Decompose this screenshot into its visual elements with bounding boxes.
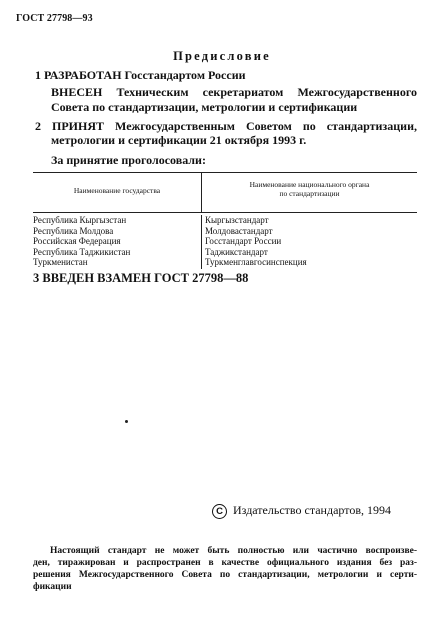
table-cell-state: Республика Таджикистан	[33, 246, 131, 257]
notice-line-4: фикации	[33, 582, 72, 592]
notice-line-2: ден, тиражирован и распространен в качестве официального издания без раз-	[33, 558, 417, 568]
column-header-organ-line-2: по стандартизации	[279, 189, 340, 198]
developed-by-line: 1 РАЗРАБОТАН Госстандартом России	[35, 68, 246, 82]
notice-line-3: решения Межгосударственного Совета по стандартизации, метрологии и серти-	[33, 570, 417, 580]
table-cell-organ: Госстандарт России	[205, 236, 282, 246]
preface-title: Предисловие	[173, 49, 271, 63]
voted-for-label: За принятие проголосовали:	[51, 153, 206, 167]
stray-dot	[125, 420, 128, 423]
table-header	[33, 172, 417, 213]
document-code: ГОСТ 27798—93	[16, 13, 93, 24]
table-row	[33, 257, 417, 267]
table-cell-organ: Кыргызстандарт	[205, 215, 269, 225]
table-cell-state: Республика Кыргызстан	[33, 215, 127, 225]
adopted-by-line-2: метрологии и сертификации 21 октября 1993 г.	[51, 133, 307, 147]
table-cell-state: Республика Молдова	[33, 225, 114, 236]
table-row	[33, 215, 417, 225]
table-cell-state: Российская Федерация	[33, 236, 121, 246]
table-row	[33, 236, 417, 246]
voting-states-table	[33, 172, 417, 267]
submitted-by-line-2: Совета по стандартизации, метрологии и сертификации	[51, 100, 358, 114]
table-cell-organ: Туркменглавгосинспекция	[205, 257, 307, 267]
column-header-organ	[202, 180, 417, 198]
adopted-by-line-1: 2 ПРИНЯТ Межгосударственным Советом по стандартизации,	[35, 119, 417, 133]
replaced-standard-line: 3 ВВЕДЕН ВЗАМЕН ГОСТ 27798—88	[33, 271, 249, 285]
notice-line-1: Настоящий стандарт не может быть полностью или частично воспроизве-	[50, 546, 417, 556]
table-cell-organ: Молдовастандарт	[205, 225, 273, 236]
table-cell-state: Туркменистан	[33, 257, 88, 267]
copyright-line	[212, 503, 391, 519]
submitted-by-line-1: ВНЕСЕН Техническим секретариатом Межгосударственного	[51, 85, 417, 99]
table-row	[33, 247, 417, 257]
copyright-text: Издательство стандартов, 1994	[233, 503, 391, 517]
table-row	[33, 226, 417, 236]
table-cell-organ: Таджикстандарт	[205, 246, 268, 257]
column-header-state: Наименование государства	[73, 186, 161, 195]
table-body	[33, 213, 417, 267]
column-header-organ-line-1: Наименование национального органа	[249, 180, 370, 189]
copyright-icon: C	[212, 504, 227, 519]
